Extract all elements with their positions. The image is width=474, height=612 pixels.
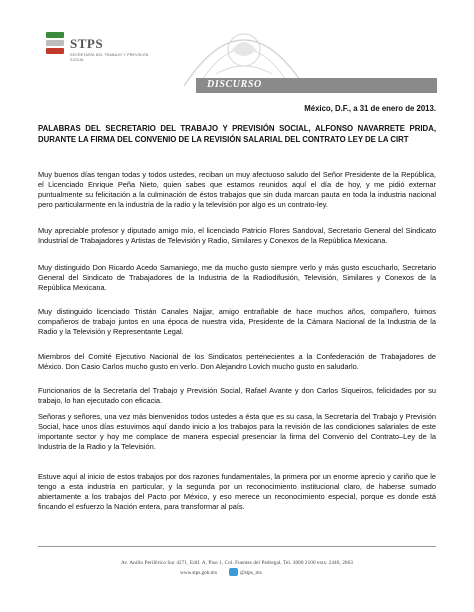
paragraph-8: Estuve aquí al inicio de estos trabajos por dos razones fundamentales, la primera por un enorme aprecio y cariño que le tengo a esta industria en particular, y la segunda por un reconocimiento institucional claro, de haberse sumado abiertamente a los trabajos del Pacto por México, y eso merece un reconocimiento especial, porque es donde está fincando el esfuerzo la Nación entera, para transformar al país. <box>38 472 436 511</box>
paragraph-7: Señoras y señores, una vez más bienvenidos todos ustedes a ésta que es su casa, la Secretaría del Trabajo y Previsión Social, hace unos días estuvimos aquí dando inicio a los trabajos para la revisión de las condiciones salariales de este importante sector y hoy me complace de manera especial presenciar la firma del Convenio del Contrato–Ley de la Industria de la Radio y la Televisión. <box>38 412 436 451</box>
paragraph-6: Funcionarios de la Secretaría del Trabajo y Previsión Social, Rafael Avante y don Carlos Siqueiros, felicidades por su trabajo, lo han ejecutado con eficacia. <box>38 386 436 405</box>
paragraph-5: Miembros del Comité Ejecutivo Nacional de los Sindicatos pertenecientes a la Confederación de Trabajadores de México. Don Casio Carlos mucho gusto en verlo. Don Alejandro Lovich mucho gusto en saludarlo. <box>38 352 436 371</box>
stps-logo <box>46 30 149 70</box>
footer-address: Av. Anillo Periférico Sur 4271, Edif. A, Piso 1, Col. Fuentes del Pedregal, Tel. 3000 2100 exts. 2446, 2063 <box>121 560 353 566</box>
paragraph-2: Muy apreciable profesor y diputado amigo mío, el licenciado Patricio Flores Sandoval, Secretario General del Sindicato Industrial de Trabajadores y Artistas de Televisión y Radio, Similares y Conexos de la República Mexicana. <box>38 226 436 245</box>
document-header <box>0 0 474 100</box>
footer-twitter-handle: @stps_mx <box>240 570 263 576</box>
footer-website: www.stps.gob.mx <box>180 570 218 576</box>
footer-divider <box>38 546 436 547</box>
paragraph-3: Muy distinguido Don Ricardo Acedo Samaniego, me da mucho gusto siempre verlo y más gusto escucharlo, Secretario General del Sindicato de Trabajadores de la Industria de la Radiodifusión, Televisión, Similares y Conexos de la República Mexicana. <box>38 263 436 292</box>
logo-text: STPS <box>70 36 104 51</box>
paragraph-4: Muy distinguido licenciado Tristán Canales Najjar, amigo entrañable de hace muchos años, compañero, fuimos compañeros de trabajo juntos en una época de nuestra vida, Presidente de la Cámara Nacional de la Industria de la Radio y la Televisión y Representante Legal. <box>38 307 436 336</box>
paragraph-1: Muy buenos días tengan todas y todos ustedes, reciban un muy afectuoso saludo del Señor Presidente de la República, el Licenciado Enrique Peña Nieto, quien sabes que estamos reunidos aquí el día de hoy, y me pidió externar puntualmente su felicitación a la culminación de éstos trabajos que sin duda marcan pauta en toda la industria nacional pero particularmente en la industria de la radio y la televisión por algo es un contrato-ley. <box>38 170 436 209</box>
logo-subtitle: SECRETARÍA DEL TRABAJO Y PREVISIÓN SOCIAL <box>70 53 149 62</box>
eagle-seal-icon <box>176 4 312 86</box>
twitter-icon <box>229 568 238 576</box>
document-title: PALABRAS DEL SECRETARIO DEL TRABAJO Y PREVISIÓN SOCIAL, ALFONSO NAVARRETE PRIDA, DURANTE LA FIRMA DEL CONVENIO DE LA REVISIÓN SALARIAL DEL CONTRATO LEY DE LA CIRT <box>38 124 436 144</box>
logo-stripes-icon <box>46 32 64 60</box>
section-label: DISCURSO <box>207 79 262 90</box>
document-date: México, D.F., a 31 de enero de 2013. <box>304 104 436 113</box>
